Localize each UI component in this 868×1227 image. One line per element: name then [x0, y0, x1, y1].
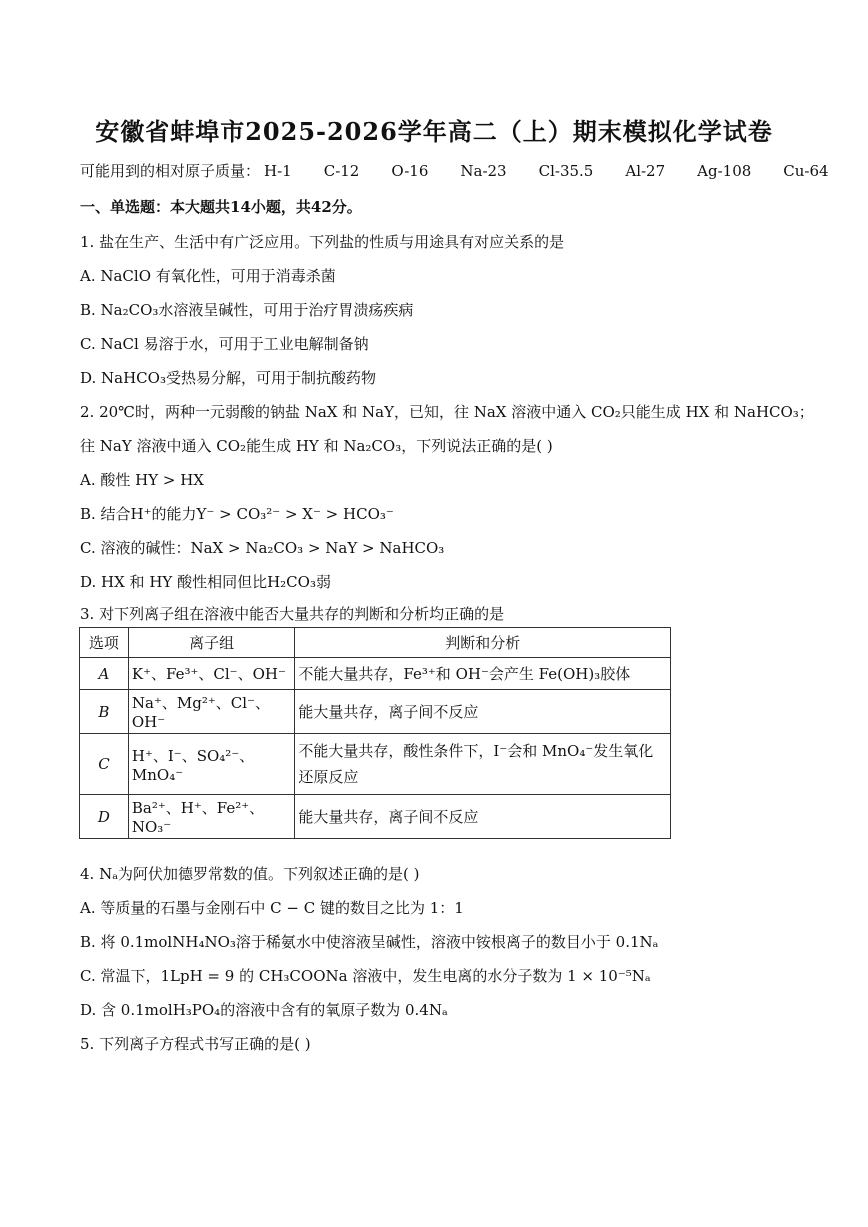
ion-table [79, 627, 671, 839]
atomic-mass-item: Cl-35.5 [538, 162, 594, 180]
row-analysis: 能大量共存，离子间不反应 [295, 690, 671, 734]
q1-stem: 1. 盐在生产、生活中有广泛应用。下列盐的性质与用途具有对应关系的是 [80, 233, 565, 251]
q4-option-b: B. 将 0.1molNH₄NO₃溶于稀氨水中使溶液呈碱性，溶液中铵根离子的数目小于 0.1Nₐ [80, 933, 659, 951]
row-ions: K⁺、Fe³⁺、Cl⁻、OH⁻ [128, 658, 295, 690]
header-option: 选项 [80, 628, 129, 658]
atomic-mass-item: Ag-108 [697, 162, 752, 180]
q2-option-b: B. 结合H⁺的能力Y⁻ > CO₃²⁻ > X⁻ > HCO₃⁻ [80, 505, 394, 523]
table-row [80, 658, 671, 690]
row-option: D [80, 795, 129, 839]
table-row [80, 795, 671, 839]
row-ions: Ba²⁺、H⁺、Fe²⁺、NO₃⁻ [128, 795, 295, 839]
row-ions: H⁺、I⁻、SO₄²⁻、MnO₄⁻ [128, 734, 295, 795]
atomic-mass-item: Al-27 [625, 162, 666, 180]
row-option: A [80, 658, 129, 690]
q4-option-d: D. 含 0.1molH₃PO₄的溶液中含有的氧原子数为 0.4Nₐ [80, 1001, 448, 1019]
table-header-row [80, 628, 671, 658]
section-heading: 一、单选题：本大题共14小题，共42分。 [80, 198, 362, 216]
atomic-masses [80, 160, 829, 181]
atomic-masses-label: 可能用到的相对原子质量： [80, 162, 261, 180]
table-row [80, 690, 671, 734]
q3-stem: 3. 对下列离子组在溶液中能否大量共存的判断和分析均正确的是 [80, 605, 505, 623]
atomic-mass-item: Cu-64 [783, 162, 829, 180]
atomic-mass-item: C-12 [323, 162, 360, 180]
q2-stem-line2: 往 NaY 溶液中通入 CO₂能生成 HY 和 Na₂CO₃，下列说法正确的是( ) [80, 437, 553, 455]
q1-option-d: D. NaHCO₃受热易分解，可用于制抗酸药物 [80, 369, 376, 387]
header-analysis: 判断和分析 [295, 628, 671, 658]
q1-option-b: B. Na₂CO₃水溶液呈碱性，可用于治疗胃溃疡疾病 [80, 301, 414, 319]
q4-option-a: A. 等质量的石墨与金刚石中 C − C 键的数目之比为 1：1 [80, 899, 464, 917]
q2-option-d: D. HX 和 HY 酸性相同但比H₂CO₃弱 [80, 573, 331, 591]
q4-option-c: C. 常温下，1LpH = 9 的 CH₃COONa 溶液中，发生电离的水分子数为 1 × 10⁻⁵Nₐ [80, 967, 651, 985]
row-option: B [80, 690, 129, 734]
q2-option-c: C. 溶液的碱性：NaX > Na₂CO₃ > NaY > NaHCO₃ [80, 539, 445, 557]
q5-stem: 5. 下列离子方程式书写正确的是( ) [80, 1035, 311, 1053]
atomic-mass-item: H-1 [264, 162, 292, 180]
q1-option-a: A. NaClO 有氧化性，可用于消毒杀菌 [80, 267, 336, 285]
row-ions: Na⁺、Mg²⁺、Cl⁻、OH⁻ [128, 690, 295, 734]
header-ions: 离子组 [128, 628, 295, 658]
page-title: 安徽省蚌埠市2025-2026学年高二（上）期末模拟化学试卷 [95, 117, 773, 146]
row-analysis: 不能大量共存，酸性条件下，I⁻会和 MnO₄⁻发生氧化还原反应 [295, 734, 671, 795]
atomic-mass-item: Na-23 [460, 162, 507, 180]
q2-stem-line1: 2. 20℃时，两种一元弱酸的钠盐 NaX 和 NaY，已知，往 NaX 溶液中通入 CO₂只能生成 HX 和 NaHCO₃； [80, 403, 814, 421]
row-analysis: 不能大量共存，Fe³⁺和 OH⁻会产生 Fe(OH)₃胶体 [295, 658, 671, 690]
q4-stem: 4. Nₐ为阿伏加德罗常数的值。下列叙述正确的是( ) [80, 865, 420, 883]
row-option: C [80, 734, 129, 795]
q2-option-a: A. 酸性 HY > HX [80, 471, 204, 489]
q1-option-c: C. NaCl 易溶于水，可用于工业电解制备钠 [80, 335, 369, 353]
row-analysis: 能大量共存，离子间不反应 [295, 795, 671, 839]
table-row [80, 734, 671, 795]
atomic-mass-item: O-16 [391, 162, 429, 180]
